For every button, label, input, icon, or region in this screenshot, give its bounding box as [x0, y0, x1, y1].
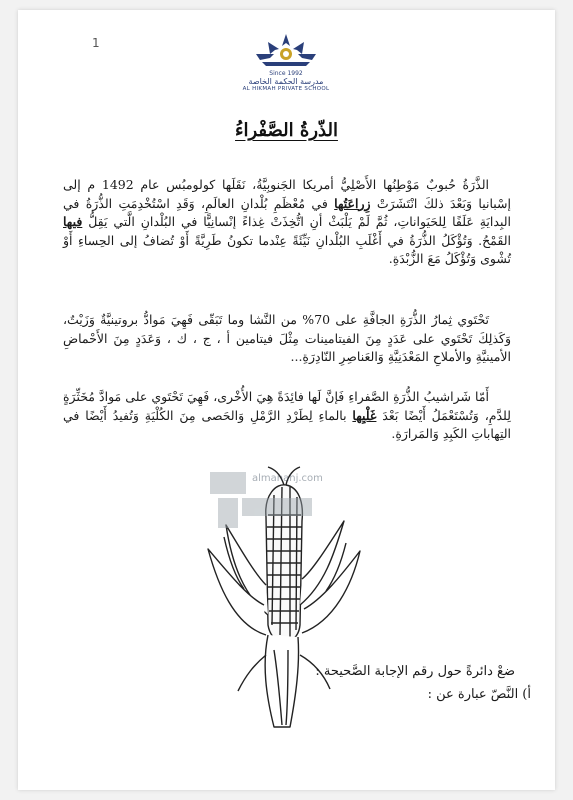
document-page [18, 10, 555, 790]
p3-emphasis: غَلْيِها [352, 407, 377, 423]
page-number: 1 [92, 36, 100, 50]
paragraph-3 [63, 388, 511, 444]
logo-arabic-name: مدرسة الحكمة الخاصة [248, 77, 324, 86]
paragraph-1 [63, 176, 511, 269]
watermark-block [242, 498, 312, 516]
watermark [208, 468, 348, 538]
watermark-block [218, 498, 238, 528]
watermark-block [210, 472, 246, 494]
p3-text-a: أَمّا شَراشيبُ الذُّرَةِ الصَّفراءِ فَإنَّ لَها فائِدَةً هِيَ الأُخْرى، فَهِيَ تَحْتَوي على مَوادَّ مُخَثِّرَةٍ لِلدَّمِ، وَتُسْتَعْمَلُ أَيْضًا بَعْدَ [63, 389, 511, 423]
school-emblem-icon [246, 30, 326, 72]
logo-english-name: AL HIKMAH PRIVATE SCHOOL [242, 86, 330, 92]
school-logo [216, 30, 356, 108]
paragraph-2 [63, 311, 511, 367]
p1-text-b: في مُعْظَمِ بُلْدانِ العالَمِ، وَقَدِ اسْتُخْدِمَتِ الذُّرَةُ في البِدايَةِ عَلَفًا لِلحَيَواناتِ، ثُمَّ لَمْ يَلْبَثْ أنِ اتُّخِذَتْ غِذاءً إنْسانِيًّا في البُلْدانِ الَّتي يَقِلُّ [63, 195, 511, 229]
question-instruction: ضعْ دائرةً حول رقم الإجابة الصَّحيحة : [315, 664, 515, 679]
title-text: الذّرةُ الصَّفْراءُ [235, 120, 338, 141]
logo-since-text: Since 1992 [269, 70, 303, 77]
document-title [18, 120, 555, 141]
p1-emphasis-1: زِراعَتُها [334, 195, 371, 211]
question-item-a: أ) النَّصّ عبارة عن : [427, 687, 531, 702]
p1-text-c: القَمْحُ. وَتُؤْكَلُ الذُّرَةُ في أَغْلَبِ البُلْدانِ نَيِّئَةً عِنْدما تكونُ طَرِيَّةً أَوْ تُضافُ إلى الحِساءِ أَوْ تُشْوى وَتُؤْكَلُ مَعَ الزُّبْدَةِ. [63, 232, 511, 266]
watermark-text: almanahj.com [252, 473, 323, 484]
p2-text: تَحْتَوي ثِمارُ الذُّرَةِ الجافَّةِ على 70% من النَّشا وما تَبَقّى فَهِيَ مَوادُّ بروتينيَّةٌ وَزَيْتٌ، وَكَذلِكَ تَحْتَوي على عَدَدٍ مِنَ الفيتامينات مِثْلَ فيتامين أ ، ج ، ك ، وَعَدَدٍ مِنَ الأَحْماضِ الأمينيَّةِ والأملاحِ المَعْدَنِيَّةِ وَالعَناصِرِ النّادِرَةِ... [63, 312, 511, 364]
p1-emphasis-2: فيها [63, 214, 83, 229]
p3-text-b: بالماءِ لِطَرْدِ الرَّمْلِ وَالحَصى مِنَ الكُلْيَةِ وَتُفيدُ أَيْضًا في التِهاباتِ الكَبِدِ وَالمَرارَةِ. [63, 407, 511, 441]
p1-text-a: الذَّرَةُ حُبوبٌ مَوْطِنُها الأَصْلِيُّ أمريكا الجَنوبِيَّةُ، نَقَلَها كولومبُس عام 1492 م إلى إسْبانيا وَبَعْدَ ذلكَ انْتَشَرَتْ [63, 177, 511, 211]
